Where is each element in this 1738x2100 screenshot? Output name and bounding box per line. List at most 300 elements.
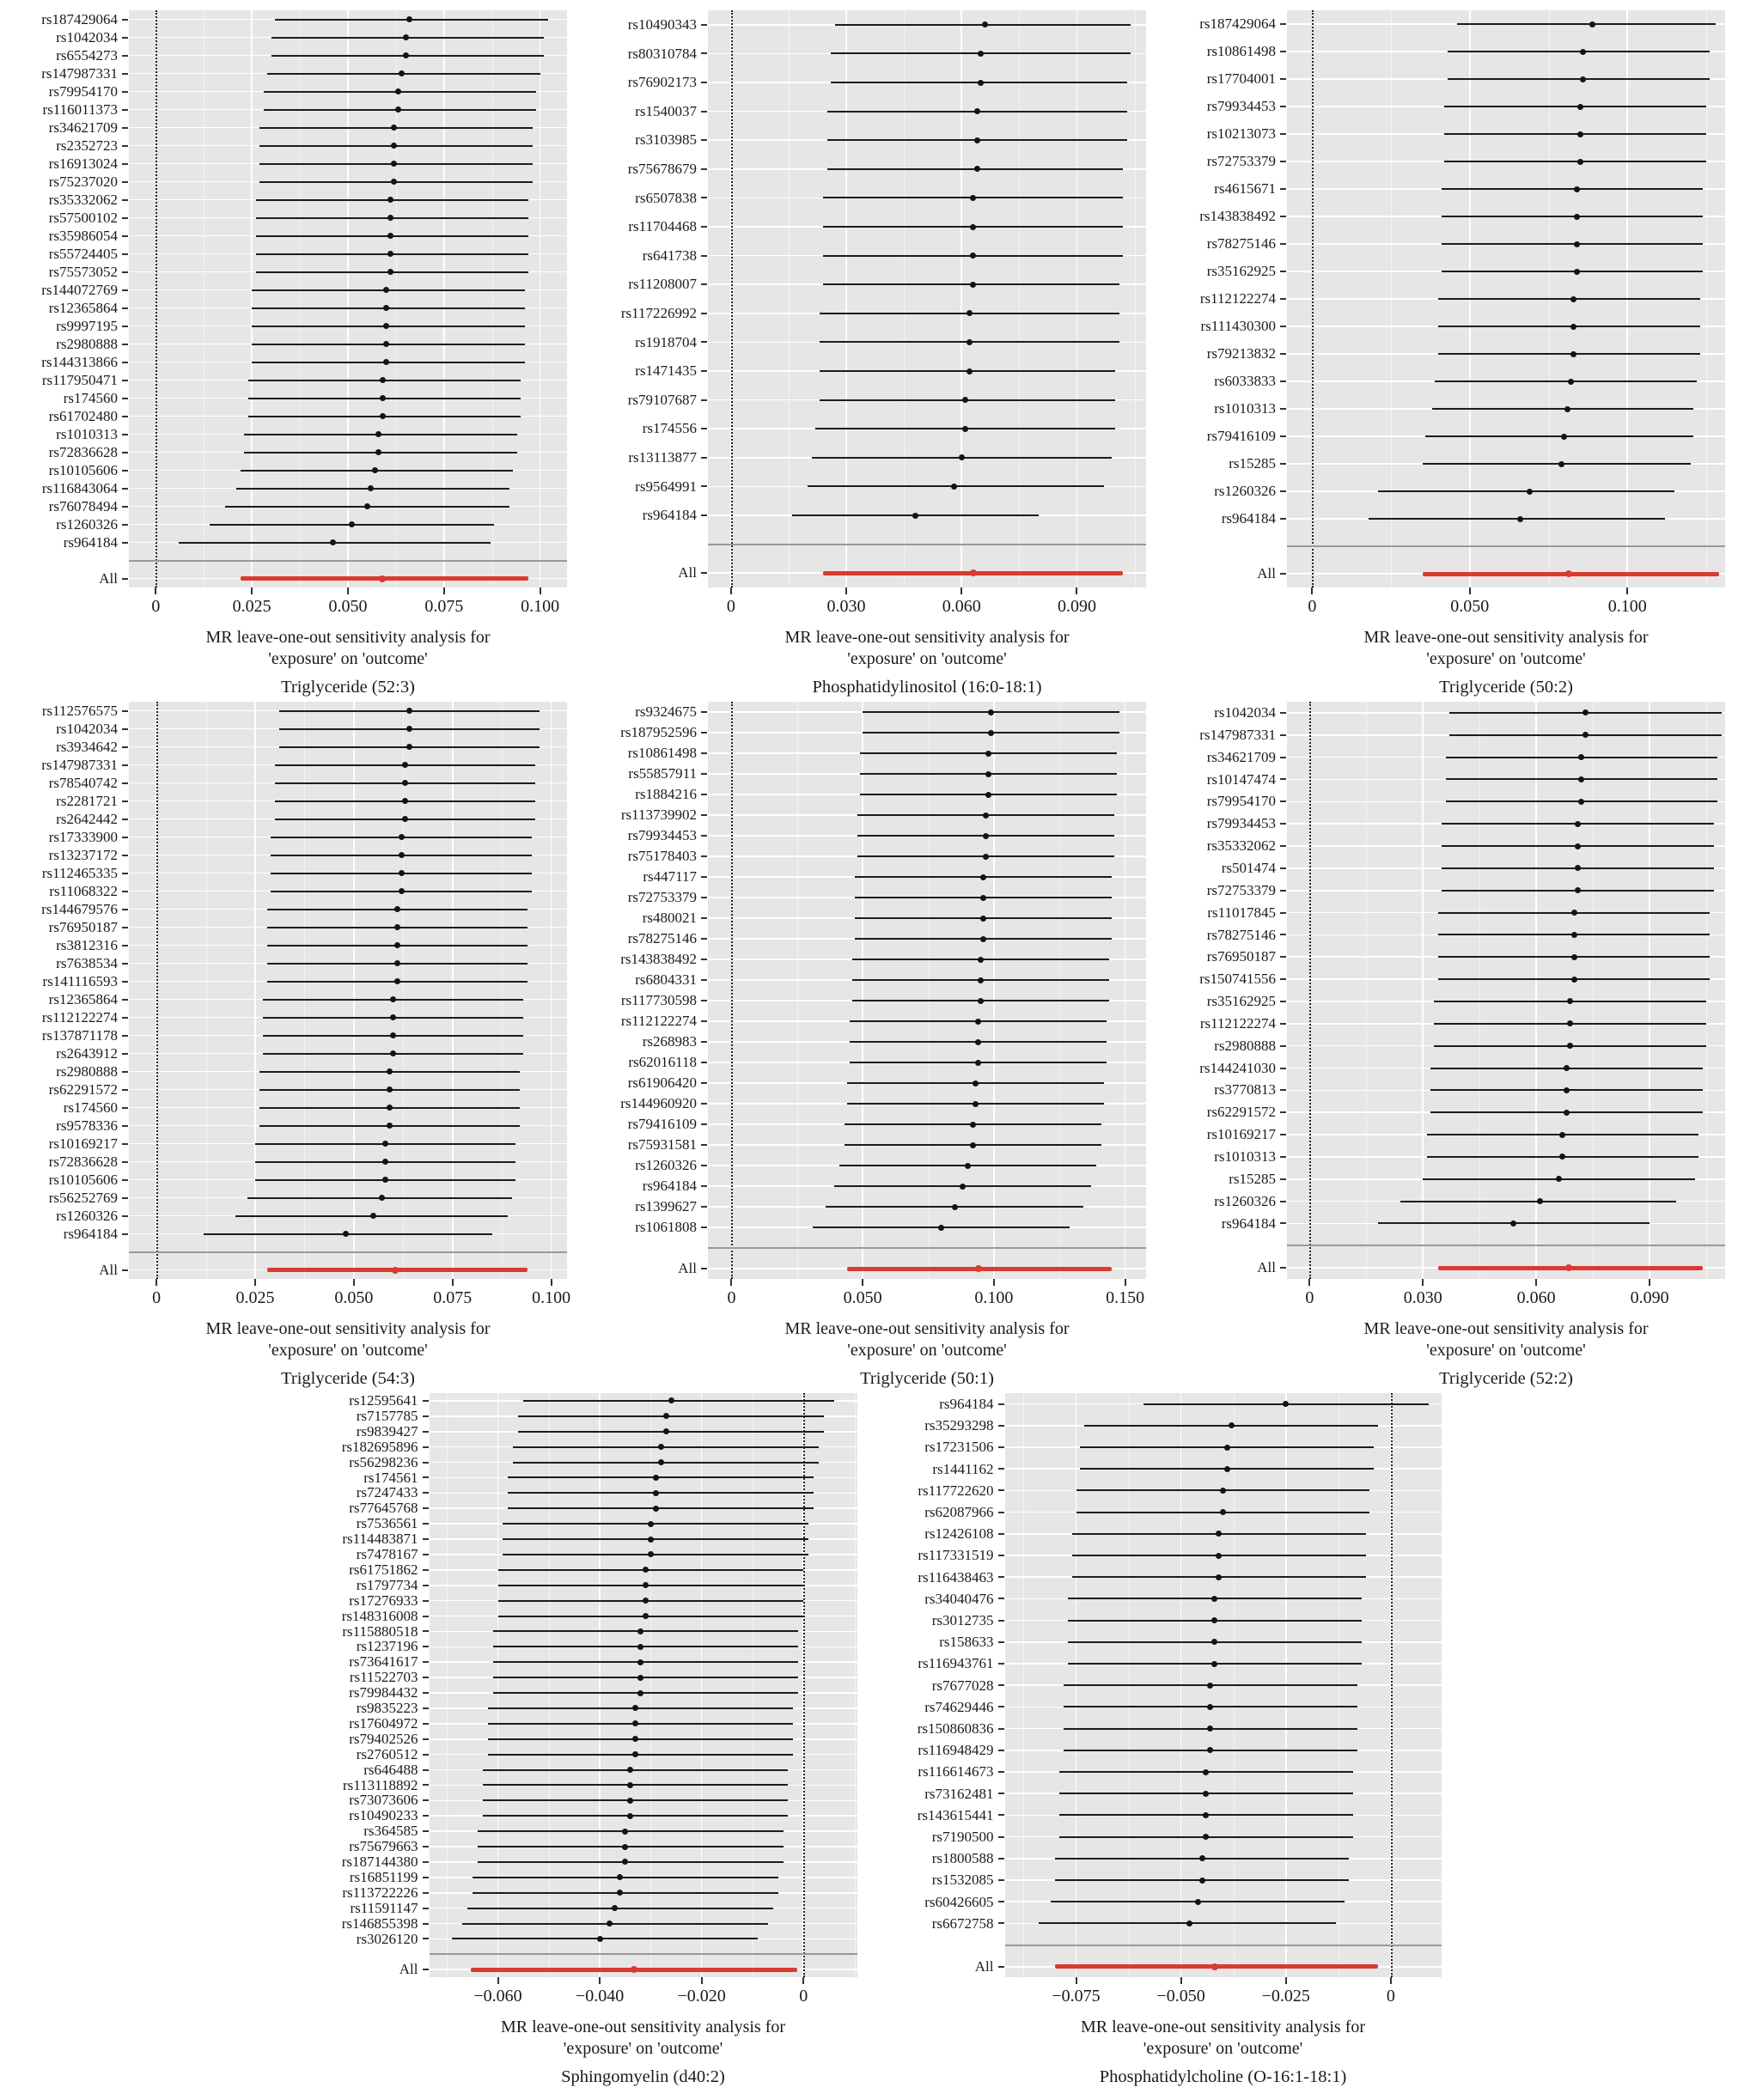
ci-line — [518, 1415, 824, 1417]
y-axis-tick — [122, 746, 128, 748]
y-axis-tick — [423, 1738, 429, 1740]
point-estimate — [387, 1123, 393, 1129]
point-estimate — [380, 395, 386, 401]
y-axis-tick — [122, 578, 128, 580]
forest-plot-triglyceride-52-2 — [1158, 702, 1737, 1390]
point-estimate — [1211, 1661, 1217, 1667]
minor-gridline — [549, 1393, 550, 1977]
y-axis-tick — [998, 1425, 1004, 1427]
point-estimate — [383, 359, 389, 365]
y-axis-tick — [423, 1630, 429, 1632]
ci-line — [508, 1476, 814, 1478]
y-axis-tick — [1280, 490, 1286, 492]
ci-line — [483, 1784, 789, 1786]
snp-label: rs117226992 — [620, 305, 697, 321]
x-axis-tick-label: −0.050 — [1156, 1987, 1205, 2006]
point-estimate — [394, 960, 400, 966]
y-axis-labels — [1158, 10, 1287, 587]
point-estimate — [1283, 1401, 1289, 1407]
y-axis-tick — [122, 524, 128, 526]
point-estimate — [1199, 1855, 1205, 1861]
snp-label: rs12365864 — [48, 300, 118, 316]
y-axis-tick — [423, 1507, 429, 1509]
snp-label: rs62291572 — [48, 1081, 118, 1098]
snp-label: rs364585 — [363, 1823, 418, 1840]
y-axis-tick — [701, 52, 707, 54]
y-axis-tick — [701, 1268, 707, 1269]
snp-label: rs7157785 — [356, 1407, 418, 1424]
x-axis-tick — [1076, 1977, 1077, 1984]
caption-line-1: MR leave-one-out sensitivity analysis for — [500, 2018, 786, 2036]
ci-line — [503, 1554, 808, 1555]
y-axis-tick — [1280, 573, 1286, 575]
snp-label: rs3812316 — [56, 937, 118, 953]
snp-label: rs174560 — [63, 1099, 118, 1116]
point-estimate — [978, 957, 984, 963]
point-estimate — [653, 1475, 659, 1481]
snp-label: rs12365864 — [48, 991, 118, 1007]
snp-label: rs17231506 — [924, 1439, 994, 1456]
point-estimate — [1574, 269, 1580, 275]
y-axis-tick — [122, 1071, 128, 1073]
y-axis-tick — [701, 514, 707, 516]
ci-line — [508, 1492, 814, 1494]
point-estimate — [980, 916, 986, 922]
x-axis-tick — [1626, 587, 1628, 594]
snp-label: rs62016118 — [628, 1054, 697, 1070]
snp-label: rs1010313 — [1214, 400, 1276, 417]
caption — [129, 627, 567, 698]
ci-line — [513, 1462, 819, 1464]
x-axis-tick-label: 0.025 — [235, 1288, 275, 1307]
snp-label: rs76078494 — [48, 498, 118, 514]
point-estimate — [1582, 709, 1589, 715]
y-axis-tick — [1280, 778, 1286, 780]
x-axis-tick — [1125, 1279, 1126, 1286]
plot-subtitle: Triglyceride (50:2) — [1439, 678, 1573, 697]
snp-label: rs79954170 — [48, 83, 118, 100]
x-axis-tick-label: 0.030 — [1403, 1288, 1442, 1307]
major-gridline — [599, 1393, 601, 1977]
point-estimate — [403, 34, 409, 40]
y-axis-tick — [701, 897, 707, 898]
y-axis-tick — [122, 891, 128, 892]
snp-label: rs10105606 — [48, 462, 118, 478]
point-estimate — [1510, 1220, 1516, 1227]
point-estimate — [627, 1767, 633, 1773]
major-gridline — [1649, 702, 1650, 1279]
snp-label: rs2642442 — [56, 811, 118, 827]
point-estimate — [962, 397, 968, 403]
separator-line — [708, 1247, 1146, 1249]
minor-gridline — [1019, 10, 1020, 587]
point-estimate — [985, 771, 991, 777]
forest-plot-triglyceride-50-2 — [1158, 10, 1737, 698]
x-axis-tick — [443, 587, 445, 594]
point-estimate — [973, 1080, 979, 1087]
y-axis-tick — [423, 1661, 429, 1663]
y-axis-tick — [122, 1017, 128, 1019]
x-axis-tick — [599, 1977, 601, 1984]
point-estimate — [387, 1105, 393, 1111]
snp-label: rs9578336 — [56, 1117, 118, 1134]
snp-label: rs80310784 — [627, 45, 697, 62]
plot-panel — [430, 1393, 857, 1977]
point-estimate — [1567, 1043, 1573, 1049]
x-axis-tick — [156, 1279, 157, 1286]
y-axis-tick — [122, 981, 128, 983]
ci-line — [498, 1585, 804, 1586]
forest-plot-phosphatidylinositol-16-0-18-1 — [579, 10, 1158, 698]
y-axis-tick — [1280, 1089, 1286, 1091]
x-axis-tick-label: 0 — [1386, 1987, 1395, 2006]
minor-gridline — [929, 702, 930, 1279]
x-axis-tick-label: −0.075 — [1052, 1987, 1101, 2006]
snp-label: rs3934642 — [56, 739, 118, 755]
caption-line-2: 'exposure' on 'outcome' — [847, 649, 1007, 668]
snp-label: rs143838492 — [1199, 208, 1276, 224]
caption-line-1: MR leave-one-out sensitivity analysis for — [784, 1319, 1070, 1338]
snp-label: rs2980888 — [56, 1063, 118, 1080]
y-axis-tick — [122, 109, 128, 111]
x-axis-tick-label: 0.100 — [1607, 597, 1647, 616]
caption — [708, 627, 1146, 698]
y-axis-tick — [701, 1144, 707, 1146]
y-axis-tick — [998, 1901, 1004, 1902]
point-estimate — [1216, 1574, 1222, 1580]
ci-line — [1423, 463, 1691, 465]
y-axis-tick — [1280, 106, 1286, 107]
y-axis-tick — [423, 1415, 429, 1417]
point-estimate — [399, 70, 405, 76]
point-estimate — [1571, 932, 1577, 938]
y-axis-tick — [1280, 912, 1286, 914]
point-estimate — [1564, 1087, 1570, 1093]
point-estimate — [1211, 1596, 1217, 1602]
snp-label: rs964184 — [1221, 1214, 1276, 1232]
snp-label: rs79934453 — [1206, 98, 1276, 114]
snp-label: rs76950187 — [48, 919, 118, 935]
snp-label: rs641738 — [642, 247, 697, 264]
snp-label: rs1010313 — [1214, 1148, 1276, 1165]
y-axis-tick — [122, 271, 128, 273]
point-estimate — [1203, 1834, 1209, 1840]
snp-label: rs73641617 — [349, 1653, 418, 1671]
snp-label: rs1260326 — [635, 1157, 697, 1173]
point-estimate — [632, 1736, 638, 1742]
point-estimate — [617, 1874, 623, 1880]
snp-label: rs137871178 — [41, 1027, 118, 1044]
y-axis-tick — [423, 1707, 429, 1709]
x-axis-tick — [845, 587, 847, 594]
x-axis-tick-label: 0.050 — [843, 1288, 882, 1307]
plot-subtitle: Sphingomyelin (d40:2) — [561, 2067, 725, 2086]
major-gridline — [497, 1393, 499, 1977]
snp-label: rs11017845 — [1207, 904, 1276, 921]
point-estimate — [1559, 1132, 1565, 1138]
zero-reference-line — [803, 1393, 805, 1977]
snp-label: rs35332062 — [48, 192, 118, 208]
snp-label: rs187429064 — [41, 11, 118, 27]
snp-label: rs60426605 — [924, 1893, 994, 1910]
ci-line — [1448, 51, 1710, 52]
caption-line-2: 'exposure' on 'outcome' — [1426, 1341, 1586, 1360]
point-estimate — [648, 1521, 654, 1527]
x-axis-tick-label: −0.060 — [473, 1987, 522, 2006]
snp-label: rs174556 — [642, 420, 697, 437]
plot-area — [579, 10, 1158, 587]
y-axis-tick — [122, 470, 128, 472]
x-axis-tick — [155, 587, 156, 594]
point-estimate — [668, 1397, 674, 1403]
snp-label: rs6804331 — [635, 971, 697, 988]
y-axis-tick — [998, 1750, 1004, 1751]
snp-label: rs9839427 — [356, 1422, 418, 1440]
snp-label: rs15285 — [1229, 455, 1276, 472]
ci-line — [493, 1646, 799, 1647]
y-axis-tick — [122, 782, 128, 784]
x-axis — [430, 1977, 857, 2013]
y-axis-tick — [701, 732, 707, 733]
point-estimate — [632, 1705, 638, 1711]
plot-subtitle: Triglyceride (52:2) — [1439, 1369, 1573, 1388]
y-axis-tick — [122, 19, 128, 21]
x-axis-tick — [1311, 587, 1313, 594]
snp-label: rs144313866 — [41, 354, 118, 370]
separator-line — [708, 544, 1146, 545]
ci-line — [498, 1616, 804, 1617]
ci-line — [1435, 380, 1697, 382]
plot-area — [0, 10, 579, 587]
y-axis-tick — [1280, 435, 1286, 437]
x-axis-tick-label: 0.090 — [1630, 1288, 1669, 1307]
ci-line — [473, 1892, 778, 1894]
point-estimate — [383, 323, 389, 329]
point-estimate — [980, 936, 986, 942]
y-axis-tick — [423, 1861, 429, 1863]
snp-label: rs79107687 — [627, 391, 697, 408]
point-estimate — [390, 1014, 396, 1020]
caption-line-2: 'exposure' on 'outcome' — [1143, 2039, 1303, 2058]
ci-line — [473, 1877, 778, 1878]
x-axis — [708, 587, 1146, 624]
minor-gridline — [789, 10, 790, 587]
y-axis-tick — [423, 1400, 429, 1402]
snp-label: rs112122274 — [620, 1013, 697, 1029]
y-axis-tick — [701, 1103, 707, 1105]
point-estimate — [627, 1782, 633, 1788]
snp-label: rs964184 — [939, 1396, 994, 1412]
x-axis — [129, 587, 567, 624]
snp-label: rs13113877 — [628, 449, 697, 466]
point-estimate — [980, 895, 986, 901]
caption-line-1: MR leave-one-out sensitivity analysis for — [205, 1319, 491, 1338]
y-axis-tick — [122, 927, 128, 928]
y-axis-labels — [579, 10, 708, 587]
x-axis-tick-label: 0.075 — [433, 1288, 473, 1307]
y-axis-tick — [122, 91, 128, 93]
y-axis-tick — [423, 1923, 429, 1925]
snp-label: rs1042034 — [56, 29, 118, 46]
y-axis-tick — [122, 819, 128, 820]
caption — [1287, 627, 1725, 698]
point-estimate — [379, 1195, 385, 1201]
y-axis-labels — [0, 702, 129, 1279]
x-axis-tick — [802, 1977, 804, 1984]
snp-label: rs9324675 — [635, 703, 697, 720]
snp-label: rs144960920 — [620, 1095, 697, 1111]
point-estimate — [643, 1613, 649, 1619]
y-axis-tick — [1280, 934, 1286, 935]
y-axis-labels — [1158, 702, 1287, 1279]
snp-label: rs182695896 — [341, 1438, 418, 1455]
point-estimate — [1220, 1488, 1226, 1494]
snp-label: rs7638534 — [56, 955, 118, 971]
y-axis-tick — [1280, 1134, 1286, 1135]
y-axis-tick — [701, 485, 707, 487]
y-axis-tick — [122, 1269, 128, 1271]
point-estimate — [1571, 977, 1577, 983]
point-estimate — [1559, 1153, 1565, 1160]
y-axis-tick — [122, 326, 128, 327]
y-axis-tick — [701, 1165, 707, 1166]
point-estimate — [1578, 754, 1584, 760]
snp-label: rs35162925 — [1206, 993, 1276, 1010]
major-gridline — [862, 702, 863, 1279]
y-axis-tick — [701, 399, 707, 401]
major-gridline — [701, 1393, 703, 1977]
y-axis-tick — [1280, 1068, 1286, 1069]
snp-label: rs72836628 — [48, 1153, 118, 1170]
ci-line — [503, 1538, 808, 1540]
snp-label: rs13237172 — [48, 847, 118, 863]
ci-line — [1444, 106, 1706, 107]
point-estimate — [648, 1537, 654, 1543]
point-estimate — [406, 16, 412, 22]
y-axis-tick — [998, 1879, 1004, 1881]
minor-gridline — [650, 1393, 651, 1977]
snp-label: rs113739902 — [620, 807, 697, 823]
ci-line — [478, 1830, 784, 1832]
point-estimate — [612, 1905, 618, 1911]
snp-label: rs79934453 — [627, 827, 697, 843]
snp-label: rs10861498 — [627, 745, 697, 761]
y-axis-tick — [122, 800, 128, 802]
snp-label: rs3012735 — [931, 1612, 994, 1628]
snp-label: rs1471435 — [635, 362, 697, 380]
point-estimate — [962, 426, 968, 432]
snp-label: rs79416109 — [1206, 428, 1276, 444]
y-axis-tick — [701, 168, 707, 170]
snp-label: rs150860836 — [917, 1720, 994, 1737]
snp-label: rs116011373 — [42, 101, 118, 118]
x-axis — [1287, 1279, 1725, 1315]
snp-label: rs1260326 — [56, 1208, 118, 1224]
y-axis-tick — [701, 938, 707, 940]
x-axis-tick — [960, 587, 962, 594]
snp-label: rs116614673 — [918, 1763, 994, 1780]
point-estimate — [1575, 843, 1581, 849]
y-axis-tick — [1280, 133, 1286, 135]
y-axis-tick — [701, 370, 707, 372]
snp-label: rs116438463 — [918, 1568, 994, 1586]
y-axis-tick — [1280, 326, 1286, 327]
ci-line — [452, 1938, 758, 1939]
all-point-estimate — [379, 575, 386, 582]
y-axis-tick — [1280, 800, 1286, 802]
zero-reference-line — [731, 702, 733, 1279]
y-axis-tick — [701, 1041, 707, 1043]
point-estimate — [387, 215, 393, 221]
plot-area — [869, 1393, 1454, 1977]
ci-line — [483, 1769, 789, 1771]
point-estimate — [390, 1032, 396, 1038]
ci-line — [1442, 216, 1704, 217]
snp-label: rs268983 — [642, 1033, 697, 1050]
point-estimate — [1203, 1791, 1209, 1797]
all-label: All — [678, 564, 697, 581]
x-axis-tick — [1535, 1279, 1537, 1286]
major-gridline — [353, 702, 355, 1279]
caption-line-1: MR leave-one-out sensitivity analysis for — [784, 628, 1070, 647]
y-axis-tick — [122, 963, 128, 965]
zero-reference-line — [1309, 702, 1311, 1279]
plot-area — [1158, 10, 1737, 587]
point-estimate — [1567, 998, 1573, 1004]
plot-panel — [1287, 10, 1725, 587]
y-axis-tick — [1280, 298, 1286, 300]
point-estimate — [658, 1444, 664, 1450]
ci-line — [483, 1799, 789, 1801]
point-estimate — [622, 1844, 628, 1850]
y-axis-tick — [423, 1692, 429, 1694]
snp-label: rs964184 — [642, 1178, 697, 1194]
snp-label: rs116948429 — [918, 1742, 994, 1759]
snp-label: rs79416109 — [627, 1116, 697, 1132]
ci-line — [1432, 408, 1694, 410]
plot-panel — [708, 702, 1146, 1279]
caption — [708, 1318, 1146, 1390]
point-estimate — [973, 1101, 979, 1107]
x-axis-tick-label: 0 — [727, 1288, 736, 1307]
y-axis-labels — [0, 10, 129, 587]
y-axis-tick — [122, 542, 128, 544]
x-axis-tick-label: 0.050 — [328, 597, 368, 616]
all-point-estimate — [975, 1265, 982, 1272]
y-axis-tick — [701, 283, 707, 285]
snp-label: rs75237020 — [48, 173, 118, 190]
caption — [1287, 1318, 1725, 1390]
y-axis-tick — [701, 1206, 707, 1208]
snp-label: rs62291572 — [1206, 1104, 1276, 1121]
point-estimate — [387, 1087, 393, 1093]
snp-label: rs4615671 — [1214, 180, 1276, 197]
snp-label: rs1441162 — [932, 1460, 994, 1477]
point-estimate — [399, 888, 405, 894]
major-gridline — [993, 702, 995, 1279]
snp-label: rs75931581 — [627, 1136, 697, 1153]
point-estimate — [1568, 379, 1574, 385]
snp-label: rs11208007 — [628, 276, 697, 293]
ci-line — [493, 1677, 799, 1678]
y-axis-tick — [423, 1492, 429, 1494]
minor-gridline — [1593, 702, 1594, 1279]
forest-plot-triglyceride-50-1 — [579, 702, 1158, 1390]
point-estimate — [402, 798, 408, 804]
x-axis-tick-label: 0 — [151, 597, 161, 616]
point-estimate — [364, 503, 370, 509]
x-axis — [129, 1279, 571, 1315]
